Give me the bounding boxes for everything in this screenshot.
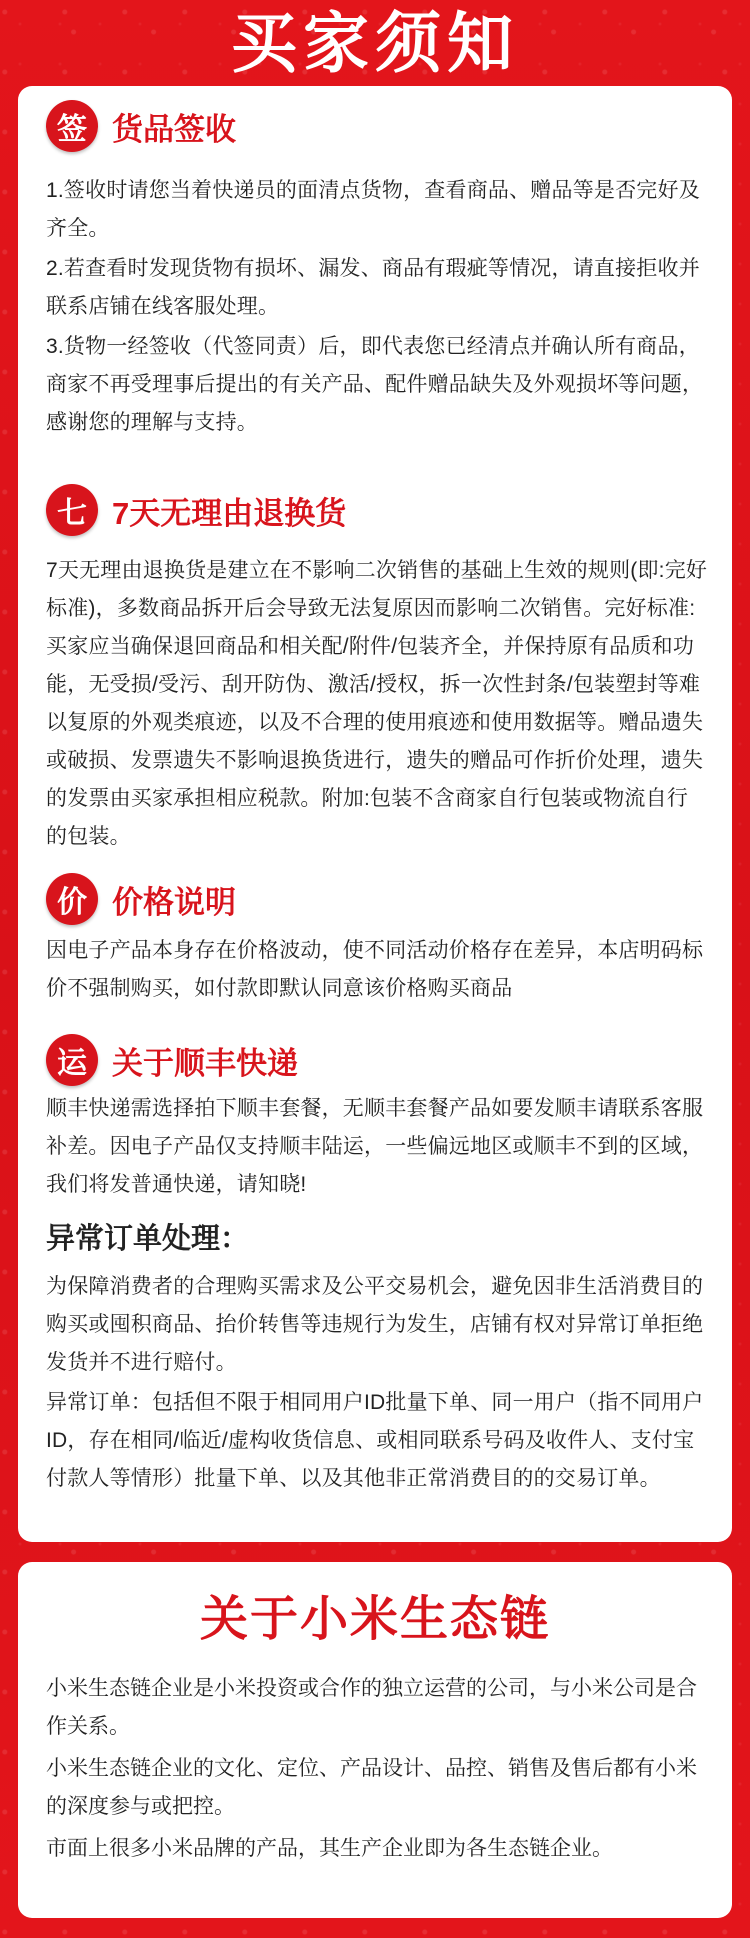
- buyer-notice-card: [18, 86, 732, 1542]
- section-title: 7天无理由退换货: [112, 495, 347, 531]
- xiaomi-ecosystem-card: [18, 1562, 732, 1918]
- sign-badge-icon: 签: [46, 100, 98, 152]
- abnormal-orders-title: 异常订单处理：: [46, 1223, 250, 1255]
- paragraph: 小米生态链企业是小米投资或合作的独立运营的公司，与小米公司是合作关系。: [46, 1677, 697, 1738]
- paragraph: 异常订单：包括但不限于相同用户ID批量下单、同一用户（指不同用户ID，存在相同/临近/虚构收货信息、或相同联系号码及收件人、支付宝付款人等情形）批量下单、以及其他非正常消费目的的交易订单。: [46, 1391, 704, 1490]
- section-header-sign: [46, 96, 236, 156]
- xiaomi-title: 关于小米生态链: [199, 1593, 550, 1646]
- section-header-return: [46, 480, 346, 540]
- seven-badge-icon: 七: [46, 484, 98, 536]
- paragraph: 市面上很多小米品牌的产品，其生产企业即为各生态链企业。: [46, 1837, 613, 1860]
- paragraph: 1.签收时请您当着快递员的面清点货物，查看商品、赠品等是否完好及齐全。: [46, 179, 700, 240]
- paragraph: 7天无理由退换货是建立在不影响二次销售的基础上生效的规则(即:完好标准)，多数商品拆开后会导致无法复原因而影响二次销售。完好标准:买家应当确保退回商品和相关配/附件/包装齐全，并保持原有品质和功能，无受损/受污、刮开防伪、激活/授权，拆一次性封条/包装塑封等难以复原的外观类痕迹，以及不合理的使用痕迹和使用数据等。赠品遗失或破损、发票遗失不影响退换货进行，遗失的赠品可作折价处理，遗失的发票由买家承担相应税款。附加:包装不含商家自行包装或物流自行的包装。: [46, 559, 708, 848]
- page-title: 买家须知: [231, 6, 519, 80]
- price-badge-icon: 价: [46, 873, 98, 925]
- paragraph: 顺丰快递需选择拍下顺丰套餐，无顺丰套餐产品如要发顺丰请联系客服补差。因电子产品仅支持顺丰陆运，一些偏远地区或顺丰不到的区域，我们将发普通快递，请知晓!: [46, 1097, 704, 1196]
- section-title: 价格说明: [112, 884, 236, 920]
- section-header-price: [46, 869, 236, 929]
- paragraph: 为保障消费者的合理购买需求及公平交易机会，避免因非生活消费目的购买或囤积商品、抬价转售等违规行为发生，店铺有权对异常订单拒绝发货并不进行赔付。: [46, 1275, 704, 1374]
- shipping-badge-icon: 运: [46, 1034, 98, 1086]
- section-title: 关于顺丰快递: [112, 1045, 298, 1081]
- paragraph: 2.若查看时发现货物有损坏、漏发、商品有瑕疵等情况，请直接拒收并联系店铺在线客服处理。: [46, 257, 700, 318]
- section-title: 货品签收: [112, 111, 236, 147]
- paragraph: 因电子产品本身存在价格波动，使不同活动价格存在差异，本店明码标价不强制购买，如付款即默认同意该价格购买商品: [46, 939, 704, 1000]
- section-header-shipping: [46, 1030, 298, 1090]
- paragraph: 小米生态链企业的文化、定位、产品设计、品控、销售及售后都有小米的深度参与或把控。: [46, 1757, 697, 1818]
- paragraph: 3.货物一经签收（代签同责）后，即代表您已经清点并确认所有商品，商家不再受理事后提出的有关产品、配件赠品缺失及外观损坏等问题，感谢您的理解与支持。: [46, 335, 704, 434]
